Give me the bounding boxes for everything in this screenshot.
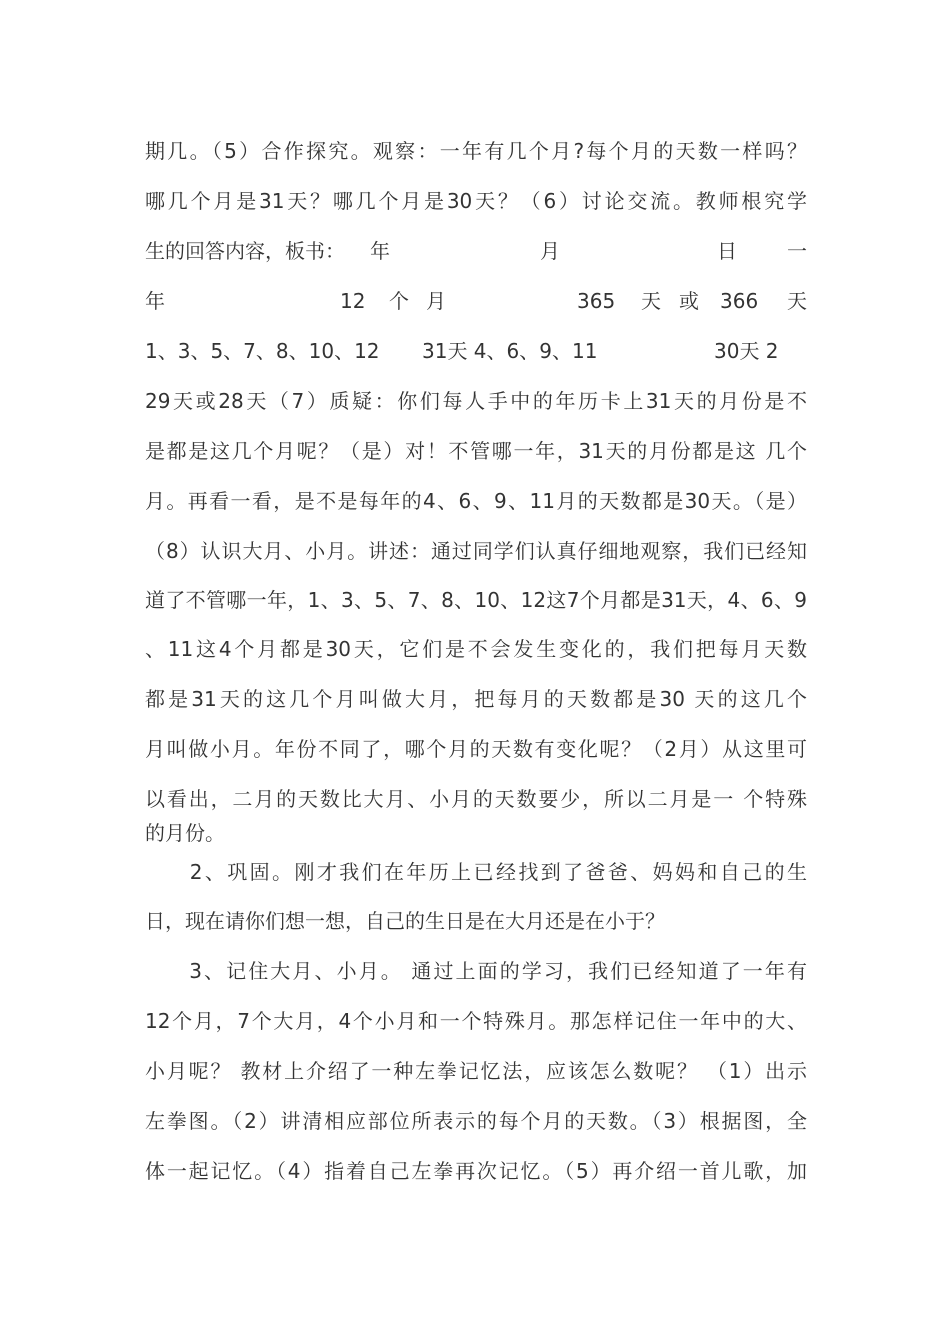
board-caption: 生的回答内容，板书： <box>145 239 345 263</box>
text-line: 12个月，7个大月，4个小月和一个特殊月。那怎样记住一年中的大、 <box>145 1009 807 1033</box>
board-year-label: 年 <box>145 289 165 313</box>
text-line: 都是31天的这几个月叫做大月，把每月的天数都是30 天的这几个 <box>145 687 807 711</box>
board-line-3 <box>145 336 807 366</box>
text-line: 3、记住大月、小月。 通过上面的学习，我们已经知道了一年有 <box>145 959 807 983</box>
board-big-months: 1、3、5、7、8、10、12 <box>145 339 380 363</box>
text-line: 小月呢？ 教材上介绍了一种左拳记忆法，应该怎么数呢？ （1）出示 <box>145 1059 807 1083</box>
board-ge: 个 <box>389 289 409 313</box>
text-line: 日，现在请你们想一想，自己的生日是在大月还是在小于？ <box>145 909 665 933</box>
text-line: 道了不管哪一年，1、3、5、7、8、10、12这7个月都是31天，4、6、9 <box>145 588 807 612</box>
text-line: 以看出，二月的天数比大月、小月的天数要少，所以二月是一 个特殊 <box>145 787 807 811</box>
text-line: 的月份。 <box>145 821 225 845</box>
board-or: 或 <box>679 289 699 313</box>
text-line: 月叫做小月。年份不同了，哪个月的天数有变化呢？（2月）从这里可 <box>145 737 807 761</box>
text-line: （8）认识大月、小月。讲述：通过同学们认真仔细地观察，我们已经知 <box>145 539 807 563</box>
board-line-1 <box>145 236 807 266</box>
board-one: 一 <box>787 239 807 263</box>
board-line-2 <box>145 286 807 316</box>
text-line: 、11这4个月都是30天，它们是不会发生变化的，我们把每月天数 <box>145 637 807 661</box>
board-tian-1: 天 <box>641 289 661 313</box>
text-line: 左拳图。（2）讲清相应部位所表示的每个月的天数。（3）根据图，全 <box>145 1109 807 1133</box>
text-line: 月。再看一看，是不是每年的4、6、9、11月的天数都是30天。（是） <box>145 489 807 513</box>
text-line: 2、巩固。刚才我们在年历上已经找到了爸爸、妈妈和自己的生 <box>145 860 807 884</box>
board-366: 366 <box>720 289 759 313</box>
board-day: 日 <box>717 239 737 263</box>
board-tian-2: 天 <box>787 289 807 313</box>
board-twelve: 12 <box>340 289 366 313</box>
board-feb: 30天 2 <box>714 339 779 363</box>
text-line: 哪几个月是31天？哪几个月是30天？（6）讨论交流。教师根究学 <box>145 189 807 213</box>
text-line: 体一起记忆。（4）指着自己左拳再次记忆。（5）再介绍一首儿歌，加 <box>145 1159 807 1183</box>
board-365: 365 <box>577 289 616 313</box>
text-line: 期几。（5）合作探究。观察：一年有几个月?每个月的天数一样吗？ <box>145 139 807 163</box>
board-small-months: 31天 4、6、9、11 <box>422 339 598 363</box>
board-month: 月 <box>540 239 560 263</box>
board-month-label: 月 <box>426 289 446 313</box>
text-line: 29天或28天（7）质疑：你们每人手中的年历卡上31天的月份是不 <box>145 389 807 413</box>
board-year: 年 <box>370 239 390 263</box>
text-line: 是都是这几个月呢？（是）对！不管哪一年，31天的月份都是这 几个 <box>145 439 807 463</box>
